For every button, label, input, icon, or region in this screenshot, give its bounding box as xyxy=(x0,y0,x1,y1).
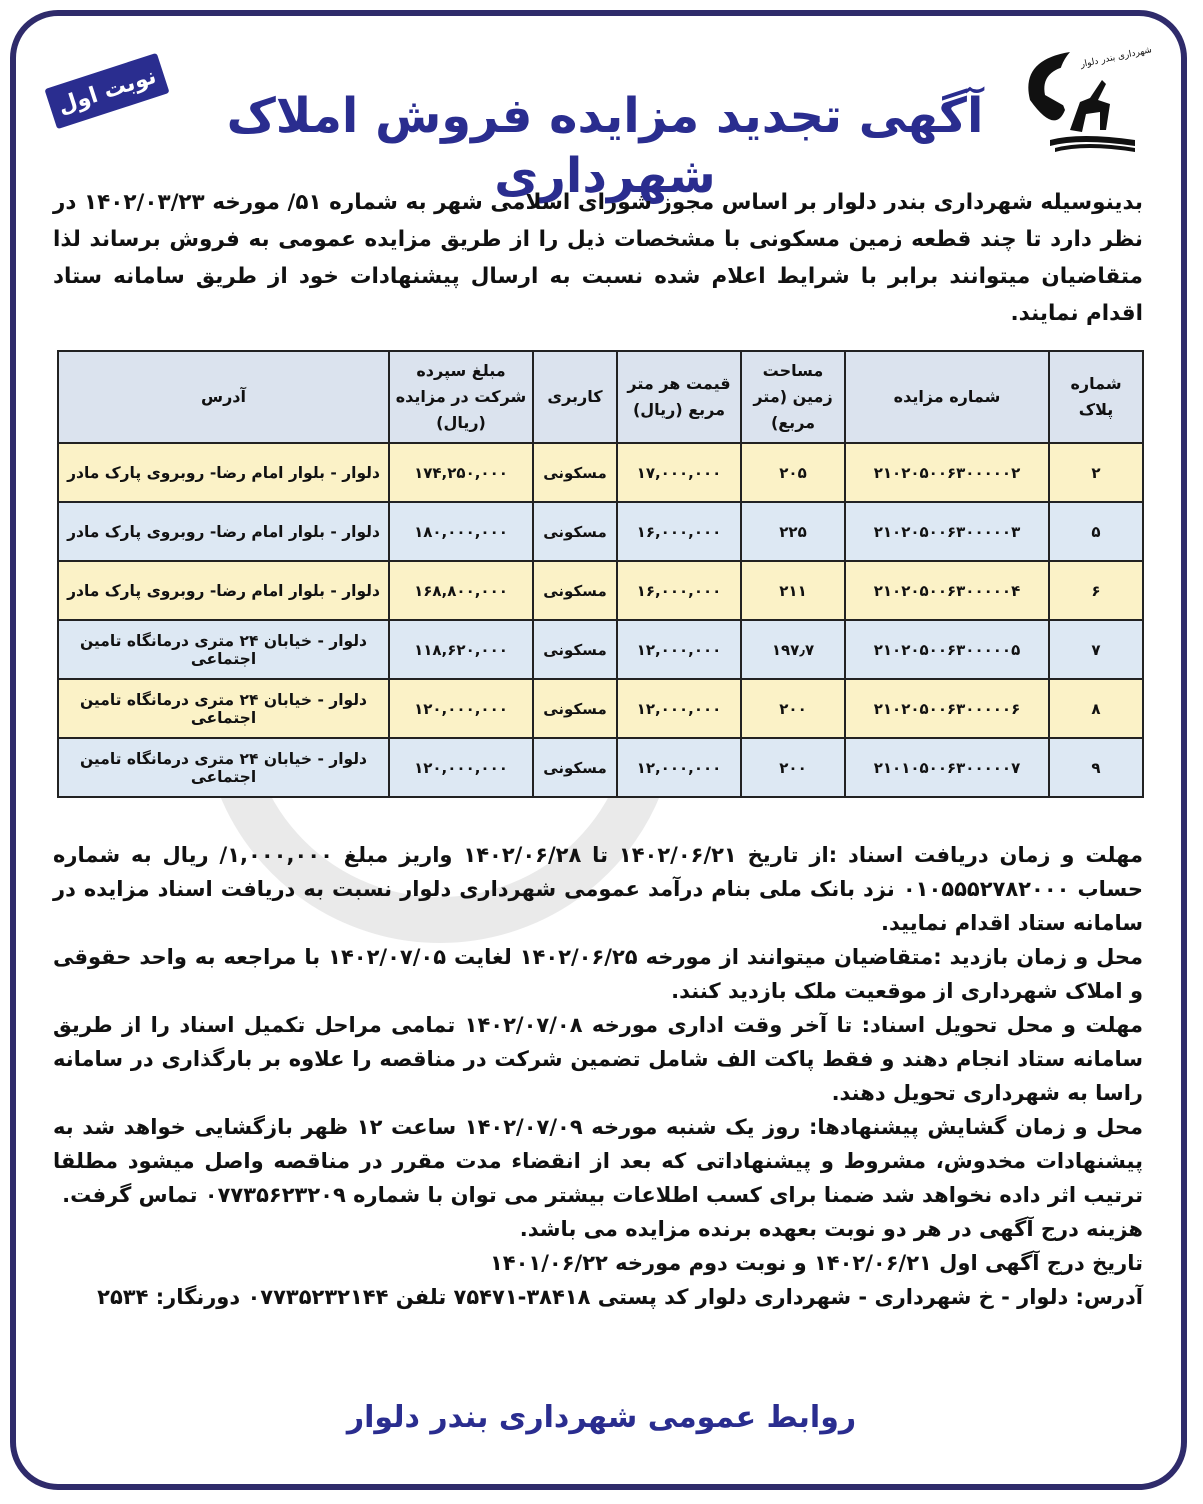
cell-plate: ۲ xyxy=(1049,443,1143,502)
table-row xyxy=(58,679,1143,738)
cell-usage: مسکونی xyxy=(533,620,617,679)
cell-auction-number: ۲۱۰۲۰۵۰۰۶۳۰۰۰۰۰۵ xyxy=(845,620,1049,679)
cell-area: ۲۰۵ xyxy=(741,443,845,502)
publish-dates-text: تاریخ درج آگهی اول ۱۴۰۲/۰۶/۲۱ و نوبت دوم مورخه ۱۴۰۱/۰۶/۲۲ xyxy=(489,1251,1143,1275)
col-deposit: مبلغ سپرده شرکت در مزایده (ریال) xyxy=(389,351,533,443)
cell-price: ۱۶,۰۰۰,۰۰۰ xyxy=(617,502,741,561)
col-auction-number: شماره مزایده xyxy=(845,351,1049,443)
visit-info-text: محل و زمان بازدید :متقاضیان میتوانند از مورخه ۱۴۰۲/۰۶/۲۵ لغایت ۱۴۰۲/۰۷/۰۵ با مراجعه به واحد حقوقی و املاک شهرداری از موقعیت ملک بازدید کنند. xyxy=(53,945,1143,1003)
table-row xyxy=(58,738,1143,797)
cell-usage: مسکونی xyxy=(533,738,617,797)
cell-address: دلوار - بلوار امام رضا- روبروی پارک مادر xyxy=(58,502,389,561)
table-header-row xyxy=(58,351,1143,443)
properties-table xyxy=(57,350,1144,798)
contact-address-text: آدرس: دلوار - خ شهرداری - شهرداری دلوار کد پستی ۳۸۴۱۸-۷۵۴۷۱ تلفن ۰۷۷۳۵۲۳۲۱۴۴ دورنگار: ۲۵۳۴ xyxy=(97,1285,1143,1309)
table-row xyxy=(58,620,1143,679)
cell-usage: مسکونی xyxy=(533,679,617,738)
cell-plate: ۷ xyxy=(1049,620,1143,679)
cell-price: ۱۶,۰۰۰,۰۰۰ xyxy=(617,561,741,620)
cell-plate: ۹ xyxy=(1049,738,1143,797)
cell-plate: ۵ xyxy=(1049,502,1143,561)
cell-area: ۱۹۷٫۷ xyxy=(741,620,845,679)
cell-price: ۱۲,۰۰۰,۰۰۰ xyxy=(617,679,741,738)
cell-deposit: ۱۶۸,۸۰۰,۰۰۰ xyxy=(389,561,533,620)
cell-address: دلوار - بلوار امام رضا- روبروی پارک مادر xyxy=(58,561,389,620)
cell-auction-number: ۲۱۰۱۰۵۰۰۶۳۰۰۰۰۰۷ xyxy=(845,738,1049,797)
cell-deposit: ۱۱۸,۶۲۰,۰۰۰ xyxy=(389,620,533,679)
cell-deposit: ۱۲۰,۰۰۰,۰۰۰ xyxy=(389,679,533,738)
documents-deadline-text: مهلت و زمان دریافت اسناد :از تاریخ ۱۴۰۲/۰۶/۲۱ تا ۱۴۰۲/۰۶/۲۸ واریز مبلغ ۱,۰۰۰,۰۰۰/ ریال به شماره حساب ۰۱۰۵۵۵۲۷۸۲۰۰۰ نزد بانک ملی بنام درآمد عمومی شهرداری دلوار نسبت به دریافت اسناد مزایده در سامانه ستاد اقدام نمایید. xyxy=(53,843,1143,935)
page-title: آگهی تجدید مزایده فروش املاک شهرداری xyxy=(226,88,984,204)
logo-text: شهرداری بندر دلوار xyxy=(1079,45,1153,71)
table-row xyxy=(58,561,1143,620)
cell-plate: ۶ xyxy=(1049,561,1143,620)
cell-usage: مسکونی xyxy=(533,561,617,620)
municipality-logo xyxy=(1010,40,1153,155)
intro-paragraph: بدینوسیله شهرداری بندر دلوار بر اساس مجوز شورای اسلامی شهر به شماره ۵۱/ مورخه ۱۴۰۲/۰۳/۲۳ در نظر دارد تا چند قطعه زمین مسکونی با مشخصات ذیل را از طریق مزایده عمومی به فروش برساند لذا متقاضیان میتوانند برابر با شرایط اعلام شده نسبت به ارسال پیشنهادات خود از طریق سامانه ستاد اقدام نمایند. xyxy=(53,190,1143,326)
cell-area: ۲۰۰ xyxy=(741,738,845,797)
ad-cost-text: هزینه درج آگهی در هر دو نوبت بعهده برنده مزایده می باشد. xyxy=(519,1217,1143,1241)
table-row xyxy=(58,502,1143,561)
cell-price: ۱۲,۰۰۰,۰۰۰ xyxy=(617,620,741,679)
col-plate: شماره پلاک xyxy=(1049,351,1143,443)
cell-area: ۲۰۰ xyxy=(741,679,845,738)
notice-round-badge: نوبت اول xyxy=(44,53,169,129)
submission-deadline-text: مهلت و محل تحویل اسناد: تا آخر وقت اداری مورخه ۱۴۰۲/۰۷/۰۸ تمامی مراحل تکمیل اسناد را از طریق سامانه ستاد انجام دهند و فقط پاکت الف شامل تضمین شرکت در مناقصه را علاوه بر بارگذاری در سامانه راسا به شهرداری تحویل دهند. xyxy=(53,1013,1143,1105)
cell-plate: ۸ xyxy=(1049,679,1143,738)
footer-signature: روابط عمومی شهرداری بندر دلوار xyxy=(346,1400,857,1435)
cell-deposit: ۱۷۴,۲۵۰,۰۰۰ xyxy=(389,443,533,502)
col-area: مساحت زمین (متر مربع) xyxy=(741,351,845,443)
opening-info-text: محل و زمان گشایش پیشنهادها: روز یک شنبه مورخه ۱۴۰۲/۰۷/۰۹ ساعت ۱۲ ظهر بازگشایی خواهد شد به پیشنهادات مخدوش، مشروط و پیشنهاداتی که بعد از انقضاء مدت مقرر در مناقصه واصل میشود مطلقا ترتیب اثر داده نخواهد شد ضمنا برای کسب اطلاعات بیشتر می توان با شماره ۰۷۷۳۵۶۲۳۲۰۹ تماس گرفت. xyxy=(53,1115,1144,1207)
cell-area: ۲۱۱ xyxy=(741,561,845,620)
cell-deposit: ۱۲۰,۰۰۰,۰۰۰ xyxy=(389,738,533,797)
col-address: آدرس xyxy=(58,351,389,443)
cell-usage: مسکونی xyxy=(533,443,617,502)
details-section xyxy=(53,838,1143,1314)
cell-auction-number: ۲۱۰۲۰۵۰۰۶۳۰۰۰۰۰۶ xyxy=(845,679,1049,738)
cell-auction-number: ۲۱۰۲۰۵۰۰۶۳۰۰۰۰۰۳ xyxy=(845,502,1049,561)
cell-address: دلوار - خیابان ۲۴ متری درمانگاه تامین اجتماعی xyxy=(58,738,389,797)
cell-price: ۱۲,۰۰۰,۰۰۰ xyxy=(617,738,741,797)
cell-price: ۱۷,۰۰۰,۰۰۰ xyxy=(617,443,741,502)
cell-address: دلوار - خیابان ۲۴ متری درمانگاه تامین اجتماعی xyxy=(58,620,389,679)
cell-address: دلوار - خیابان ۲۴ متری درمانگاه تامین اجتماعی xyxy=(58,679,389,738)
col-price: قیمت هر متر مربع (ریال) xyxy=(617,351,741,443)
cell-auction-number: ۲۱۰۲۰۵۰۰۶۳۰۰۰۰۰۲ xyxy=(845,443,1049,502)
col-usage: کاربری xyxy=(533,351,617,443)
cell-auction-number: ۲۱۰۲۰۵۰۰۶۳۰۰۰۰۰۴ xyxy=(845,561,1049,620)
table-row xyxy=(58,443,1143,502)
cell-area: ۲۲۵ xyxy=(741,502,845,561)
cell-address: دلوار - بلوار امام رضا- روبروی پارک مادر xyxy=(58,443,389,502)
cell-deposit: ۱۸۰,۰۰۰,۰۰۰ xyxy=(389,502,533,561)
cell-usage: مسکونی xyxy=(533,502,617,561)
